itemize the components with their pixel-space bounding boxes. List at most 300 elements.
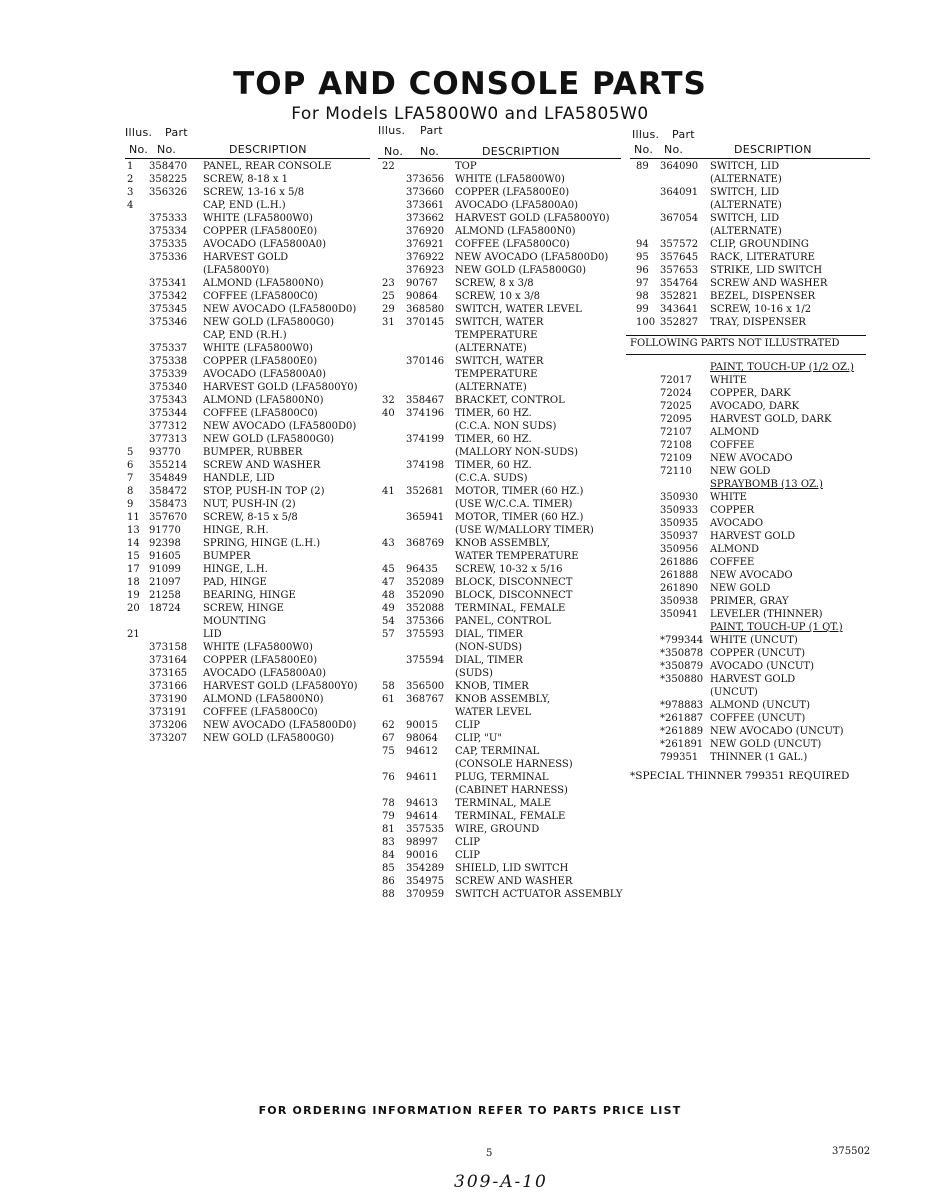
part-number: 370145	[406, 317, 445, 328]
part-description: COPPER (LFA5800E0)	[203, 356, 318, 367]
part-number: 72017	[660, 375, 692, 386]
column-header	[378, 124, 621, 160]
part-description: ALMOND	[710, 427, 760, 438]
illus-number: 9	[127, 499, 134, 510]
part-description: ALMOND (LFA5800N0)	[203, 395, 324, 406]
table-row	[630, 212, 870, 225]
part-number: 375336	[149, 252, 188, 263]
part-description: DIAL, TIMER	[455, 629, 523, 640]
part-description: ALMOND (LFA5800N0)	[455, 226, 576, 237]
part-description: (NON-SUDS)	[455, 642, 523, 653]
illus-number: 3	[127, 187, 134, 198]
part-description: TERMINAL, MALE	[455, 798, 552, 809]
part-description: RACK, LITERATURE	[710, 252, 815, 263]
part-number: 365941	[406, 512, 445, 523]
part-number: 98064	[406, 733, 438, 744]
header-rule	[378, 158, 621, 159]
header-illus-no: No.	[384, 145, 404, 158]
part-number: *261889	[660, 726, 704, 737]
part-number: 373660	[406, 187, 445, 198]
part-description: NUT, PUSH-IN (2)	[203, 499, 296, 510]
header-description: DESCRIPTION	[734, 143, 812, 156]
part-description: HARVEST GOLD (LFA5800Y0)	[203, 382, 358, 393]
special-thinner-note: *SPECIAL THINNER 799351 REQUIRED	[630, 770, 850, 782]
table-row	[378, 407, 621, 420]
page-title: TOP AND CONSOLE PARTS	[233, 66, 707, 102]
group-heading: PAINT, TOUCH-UP (1 QT.)	[710, 622, 843, 633]
part-description: WATER TEMPERATURE	[455, 551, 579, 562]
part-number: 375338	[149, 356, 188, 367]
part-number: 373662	[406, 213, 445, 224]
part-description: COPPER (LFA5800E0)	[203, 226, 318, 237]
illus-number: 2	[127, 174, 134, 185]
part-description: (CABINET HARNESS)	[455, 785, 568, 796]
part-description: WHITE (LFA5800W0)	[203, 642, 313, 653]
part-description: HARVEST GOLD	[710, 674, 796, 685]
part-number: 21258	[149, 590, 181, 601]
part-number: 375342	[149, 291, 188, 302]
part-description: HARVEST GOLD	[710, 531, 796, 542]
table-row	[378, 498, 621, 511]
table-row	[378, 446, 621, 459]
header-illus-no: No.	[129, 143, 149, 156]
not-illustrated-heading: FOLLOWING PARTS NOT ILLUSTRATED	[630, 338, 840, 349]
header-description: DESCRIPTION	[229, 143, 307, 156]
part-description: HARVEST GOLD	[203, 252, 289, 263]
list-item	[630, 660, 870, 673]
table-row	[630, 173, 870, 186]
part-number: 343641	[660, 304, 699, 315]
table-row	[125, 394, 370, 407]
part-number: 364091	[660, 187, 699, 198]
part-number: 350956	[660, 544, 699, 555]
illus-number: 85	[382, 863, 395, 874]
illus-number: 45	[382, 564, 395, 575]
part-number: 375335	[149, 239, 188, 250]
parts-list	[630, 160, 870, 329]
part-description: MOTOR, TIMER (60 HZ.)	[455, 512, 584, 523]
part-number: 90016	[406, 850, 438, 861]
part-description: THINNER (1 GAL.)	[710, 752, 808, 763]
part-number: 352089	[406, 577, 445, 588]
table-row	[125, 316, 370, 329]
part-description: ALMOND (LFA5800N0)	[203, 694, 324, 705]
part-description: TOP	[455, 161, 477, 172]
illus-number: 14	[127, 538, 140, 549]
document-number: 375502	[832, 1146, 871, 1157]
part-number: 373166	[149, 681, 188, 692]
part-description: COFFEE (LFA5800C0)	[203, 707, 318, 718]
header-part-no: No.	[157, 143, 177, 156]
table-row	[378, 875, 621, 888]
group-heading-row	[630, 478, 870, 491]
table-row	[630, 225, 870, 238]
parts-list	[125, 160, 370, 745]
list-item	[630, 738, 870, 751]
part-description: SWITCH, WATER	[455, 356, 544, 367]
illus-number: 48	[382, 590, 395, 601]
table-row	[378, 524, 621, 537]
part-description: NEW AVOCADO (LFA5800D0)	[455, 252, 609, 263]
part-description: SWITCH, WATER	[455, 317, 544, 328]
part-description: (ALTERNATE)	[455, 382, 527, 393]
illus-number: 95	[636, 252, 649, 263]
part-description: STOP, PUSH-IN TOP (2)	[203, 486, 325, 497]
part-description: NEW GOLD (LFA5800G0)	[455, 265, 587, 276]
illus-number: 81	[382, 824, 395, 835]
part-number: 375343	[149, 395, 188, 406]
part-number: *350880	[660, 674, 704, 685]
part-number: 358472	[149, 486, 188, 497]
table-row	[378, 667, 621, 680]
part-description: AVOCADO (UNCUT)	[710, 661, 814, 672]
table-row	[378, 862, 621, 875]
section-divider	[626, 354, 866, 355]
part-description: DIAL, TIMER	[455, 655, 523, 666]
part-description: BRACKET, CONTROL	[455, 395, 565, 406]
part-number: 261886	[660, 557, 699, 568]
header-illus-no: No.	[634, 143, 654, 156]
table-row	[378, 745, 621, 758]
part-description: TEMPERATURE	[455, 369, 538, 380]
part-number: 357572	[660, 239, 699, 250]
part-number: 356500	[406, 681, 445, 692]
part-description: SPRING, HINGE (L.H.)	[203, 538, 321, 549]
illus-number: 67	[382, 733, 395, 744]
part-description: WHITE	[710, 375, 747, 386]
table-row	[378, 238, 621, 251]
illus-number: 18	[127, 577, 140, 588]
part-description: SCREW, 10 x 3/8	[455, 291, 541, 302]
part-number: 374196	[406, 408, 445, 419]
part-description: (ALTERNATE)	[455, 343, 527, 354]
table-row	[125, 719, 370, 732]
part-description: NEW AVOCADO (LFA5800D0)	[203, 421, 357, 432]
table-row	[378, 173, 621, 186]
part-number: 373191	[149, 707, 188, 718]
list-item	[630, 400, 870, 413]
part-number: 375341	[149, 278, 188, 289]
part-description: (ALTERNATE)	[710, 226, 782, 237]
part-description: TIMER, 60 HZ.	[455, 434, 532, 445]
illus-number: 11	[127, 512, 140, 523]
header-part: Part	[672, 128, 695, 141]
part-description: AVOCADO, DARK	[710, 401, 800, 412]
illus-number: 47	[382, 577, 395, 588]
part-description: SCREW AND WASHER	[203, 460, 321, 471]
parts-column-1	[125, 124, 370, 745]
part-number: 375594	[406, 655, 445, 666]
table-row	[378, 693, 621, 706]
table-row	[378, 277, 621, 290]
table-row	[378, 563, 621, 576]
part-number: 370959	[406, 889, 445, 900]
table-row	[125, 238, 370, 251]
group-heading: PAINT, TOUCH-UP (1/2 OZ.)	[710, 362, 854, 373]
part-description: AVOCADO (LFA5800A0)	[455, 200, 579, 211]
table-row	[378, 758, 621, 771]
part-number: 374198	[406, 460, 445, 471]
part-description: SCREW AND WASHER	[710, 278, 828, 289]
illus-number: 83	[382, 837, 395, 848]
list-item	[630, 530, 870, 543]
table-row	[125, 589, 370, 602]
part-number: 94614	[406, 811, 438, 822]
table-row	[378, 472, 621, 485]
table-row	[125, 264, 370, 277]
part-number: 352090	[406, 590, 445, 601]
table-row	[125, 303, 370, 316]
table-row	[125, 498, 370, 511]
list-item	[630, 751, 870, 764]
illus-number: 4	[127, 200, 134, 211]
list-item	[630, 634, 870, 647]
part-number: *261891	[660, 739, 704, 750]
part-number: 91099	[149, 564, 181, 575]
part-number: 799351	[660, 752, 699, 763]
part-number: 357645	[660, 252, 699, 263]
part-description: LID	[203, 629, 222, 640]
table-row	[125, 511, 370, 524]
part-number: *350878	[660, 648, 704, 659]
table-row	[125, 381, 370, 394]
illus-number: 15	[127, 551, 140, 562]
part-number: 373165	[149, 668, 188, 679]
part-description: NEW AVOCADO	[710, 453, 793, 464]
table-row	[378, 290, 621, 303]
part-description: TERMINAL, FEMALE	[455, 811, 566, 822]
illus-number: 58	[382, 681, 395, 692]
header-illus: Illus.	[632, 128, 660, 141]
part-number: 354764	[660, 278, 699, 289]
table-row	[378, 511, 621, 524]
part-number: 261888	[660, 570, 699, 581]
part-number: 368580	[406, 304, 445, 315]
part-description: COFFEE (LFA5800C0)	[455, 239, 570, 250]
table-row	[378, 420, 621, 433]
list-item	[630, 543, 870, 556]
table-row	[125, 342, 370, 355]
illus-number: 32	[382, 395, 395, 406]
group-heading: SPRAYBOMB (13 OZ.)	[710, 479, 823, 490]
illus-number: 31	[382, 317, 395, 328]
table-row	[378, 264, 621, 277]
part-number: 350941	[660, 609, 699, 620]
table-row	[125, 628, 370, 641]
part-number: 350935	[660, 518, 699, 529]
part-description: AVOCADO (LFA5800A0)	[203, 668, 327, 679]
page-subtitle: For Models LFA5800W0 and LFA5805W0	[291, 104, 649, 124]
part-description: WATER LEVEL	[455, 707, 532, 718]
table-row	[630, 264, 870, 277]
illus-number: 88	[382, 889, 395, 900]
table-row	[378, 225, 621, 238]
table-row	[378, 251, 621, 264]
table-row	[378, 680, 621, 693]
part-description: WHITE (LFA5800W0)	[203, 343, 313, 354]
part-number: 94612	[406, 746, 438, 757]
column-header	[630, 124, 870, 160]
list-item	[630, 452, 870, 465]
part-description: TEMPERATURE	[455, 330, 538, 341]
part-description: NEW GOLD (UNCUT)	[710, 739, 822, 750]
illus-number: 23	[382, 278, 395, 289]
part-description: TRAY, DISPENSER	[710, 317, 806, 328]
list-item	[630, 413, 870, 426]
part-number: 356326	[149, 187, 188, 198]
part-description: SHIELD, LID SWITCH	[455, 863, 569, 874]
table-row	[125, 446, 370, 459]
table-row	[125, 459, 370, 472]
part-number: 376923	[406, 265, 445, 276]
part-description: TIMER, 60 HZ.	[455, 408, 532, 419]
table-row	[125, 225, 370, 238]
part-description: (LFA5800Y0)	[203, 265, 270, 276]
part-description: NEW AVOCADO (LFA5800D0)	[203, 304, 357, 315]
part-description: WHITE (LFA5800W0)	[203, 213, 313, 224]
part-description: SCREW, 8 x 3/8	[455, 278, 534, 289]
group-heading-row	[630, 361, 870, 374]
part-number: 373158	[149, 642, 188, 653]
list-item	[630, 517, 870, 530]
table-row	[378, 589, 621, 602]
table-row	[378, 368, 621, 381]
group-heading-row	[630, 621, 870, 634]
illus-number: 96	[636, 265, 649, 276]
part-number: 373207	[149, 733, 188, 744]
table-row	[125, 693, 370, 706]
part-number: 375593	[406, 629, 445, 640]
table-row	[378, 706, 621, 719]
part-number: 377313	[149, 434, 188, 445]
illus-number: 1	[127, 161, 134, 172]
part-description: TIMER, 60 HZ.	[455, 460, 532, 471]
part-number: 373190	[149, 694, 188, 705]
part-number: 94611	[406, 772, 438, 783]
part-number: 350930	[660, 492, 699, 503]
table-row	[630, 277, 870, 290]
header-part: Part	[420, 124, 443, 137]
part-description: HARVEST GOLD (LFA5800Y0)	[203, 681, 358, 692]
list-item	[630, 569, 870, 582]
header-part-no: No.	[664, 143, 684, 156]
illus-number: 17	[127, 564, 140, 575]
table-row	[125, 251, 370, 264]
part-description: COFFEE	[710, 557, 755, 568]
part-description: (C.C.A. SUDS)	[455, 473, 528, 484]
table-row	[125, 563, 370, 576]
ordering-footer: FOR ORDERING INFORMATION REFER TO PARTS PRICE LIST	[258, 1104, 682, 1117]
table-row	[378, 797, 621, 810]
table-row	[378, 316, 621, 329]
illus-number: 43	[382, 538, 395, 549]
part-description: MOUNTING	[203, 616, 266, 627]
illus-number: 8	[127, 486, 134, 497]
table-row	[378, 771, 621, 784]
part-description: SWITCH, LID	[710, 161, 780, 172]
table-row	[125, 615, 370, 628]
part-description: BUMPER, RUBBER	[203, 447, 303, 458]
part-number: 355214	[149, 460, 188, 471]
illus-number: 97	[636, 278, 649, 289]
part-number: 90864	[406, 291, 438, 302]
table-row	[378, 602, 621, 615]
table-row	[630, 290, 870, 303]
part-number: 364090	[660, 161, 699, 172]
illus-number: 25	[382, 291, 395, 302]
list-item	[630, 556, 870, 569]
part-description: COPPER, DARK	[710, 388, 791, 399]
list-item	[630, 686, 870, 699]
parts-column-2	[378, 124, 621, 901]
illus-number: 5	[127, 447, 134, 458]
table-row	[630, 160, 870, 173]
table-row	[378, 342, 621, 355]
part-description: NEW GOLD (LFA5800G0)	[203, 434, 335, 445]
list-item	[630, 699, 870, 712]
part-description: (USE W/MALLORY TIMER)	[455, 525, 594, 536]
part-number: 352088	[406, 603, 445, 614]
illus-number: 54	[382, 616, 395, 627]
table-row	[125, 186, 370, 199]
part-description: (SUDS)	[455, 668, 493, 679]
part-number: 375345	[149, 304, 188, 315]
table-row	[378, 394, 621, 407]
illus-number: 62	[382, 720, 395, 731]
part-description: (MALLORY NON-SUDS)	[455, 447, 578, 458]
header-rule	[125, 158, 370, 159]
illus-number: 41	[382, 486, 395, 497]
part-description: HARVEST GOLD, DARK	[710, 414, 832, 425]
part-description: HANDLE, LID	[203, 473, 275, 484]
part-number: 90015	[406, 720, 438, 731]
part-description: TERMINAL, FEMALE	[455, 603, 566, 614]
part-description: SCREW, 13-16 x 5/8	[203, 187, 305, 198]
part-description: LEVELER (THINNER)	[710, 609, 823, 620]
table-row	[125, 472, 370, 485]
part-number: 91770	[149, 525, 181, 536]
part-number: *978883	[660, 700, 704, 711]
part-description: PRIMER, GRAY	[710, 596, 789, 607]
table-row	[125, 485, 370, 498]
part-number: 72109	[660, 453, 692, 464]
table-row	[125, 667, 370, 680]
illus-number: 98	[636, 291, 649, 302]
part-number: 375366	[406, 616, 445, 627]
part-description: MOTOR, TIMER (60 HZ.)	[455, 486, 584, 497]
part-number: 375344	[149, 408, 188, 419]
table-row	[378, 303, 621, 316]
header-illus: Illus.	[378, 124, 406, 137]
illus-number: 21	[127, 629, 140, 640]
list-item	[630, 504, 870, 517]
table-row	[125, 212, 370, 225]
illus-number: 22	[382, 161, 395, 172]
illus-number: 89	[636, 161, 649, 172]
table-row	[378, 485, 621, 498]
illus-number: 13	[127, 525, 140, 536]
illus-number: 79	[382, 811, 395, 822]
part-description: NEW GOLD	[710, 583, 771, 594]
illus-number: 20	[127, 603, 140, 614]
part-number: 358225	[149, 174, 188, 185]
part-description: CLIP	[455, 720, 480, 731]
table-row	[378, 186, 621, 199]
part-number: 375333	[149, 213, 188, 224]
list-item	[630, 647, 870, 660]
parts-column-3	[630, 124, 870, 788]
table-row	[378, 355, 621, 368]
